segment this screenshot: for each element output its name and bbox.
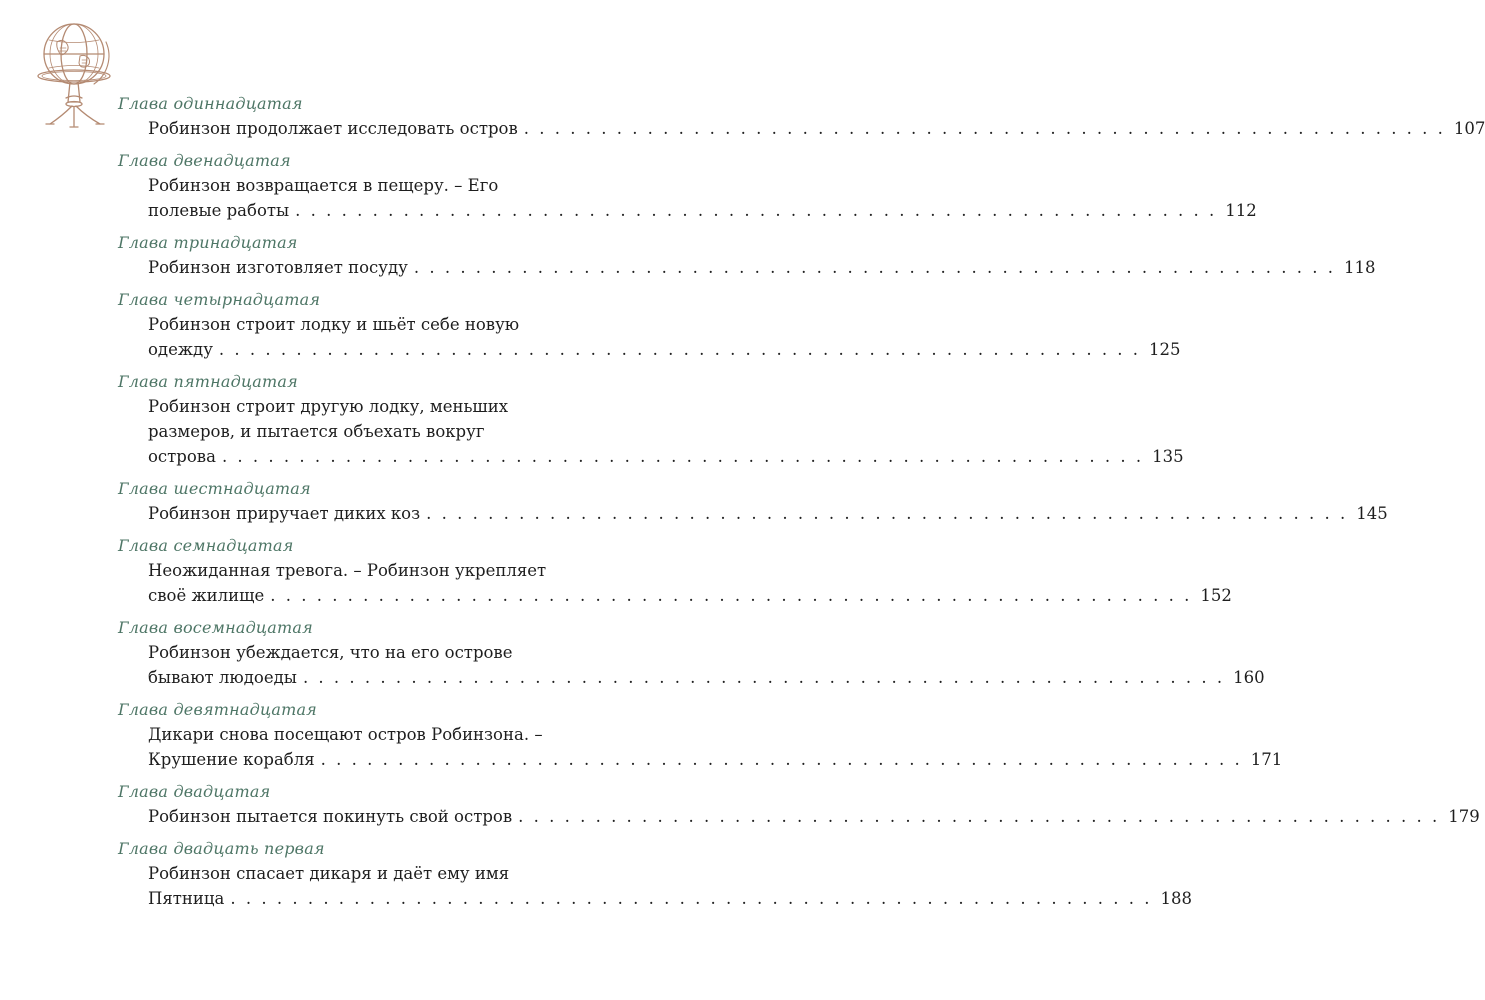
chapter-title: Глава четырнадцатая bbox=[118, 290, 321, 309]
toc-chapter bbox=[0, 477, 1388, 526]
page-number: 179 bbox=[1448, 807, 1480, 826]
table-of-contents bbox=[0, 92, 1485, 919]
toc-entry[interactable] bbox=[148, 558, 1232, 608]
page-number: 118 bbox=[1343, 258, 1376, 277]
chapter-title: Глава шестнадцатая bbox=[118, 479, 311, 498]
chapter-title: Глава девятнадцатая bbox=[118, 700, 317, 719]
entry-text: Робинзон изготовляет посуду bbox=[148, 258, 408, 277]
toc-entry[interactable] bbox=[148, 255, 1376, 280]
entry-text-line: Дикари снова посещают остров Робинзона. – bbox=[148, 725, 543, 744]
entry-last-line bbox=[148, 444, 1184, 469]
toc-chapter bbox=[0, 698, 1283, 772]
toc-entry[interactable] bbox=[148, 173, 1257, 223]
page-number: 160 bbox=[1233, 668, 1265, 687]
page-number: 107 bbox=[1453, 119, 1485, 138]
toc-entry[interactable] bbox=[148, 116, 1485, 141]
entry-last-line bbox=[148, 337, 1181, 362]
entry-text: Робинзон пытается покинуть свой остров bbox=[148, 807, 513, 826]
dot-leader: . . . . . . . . . . . . . . . . . . . . . . . . . . . . . . . . . . . . . . . . . . . . . . . . . . . . . . . . . . . . bbox=[218, 340, 1141, 359]
dot-leader: . . . . . . . . . . . . . . . . . . . . . . . . . . . . . . . . . . . . . . . . . . . . . . . . . . . . . . . . . . . . bbox=[230, 889, 1153, 908]
entry-text-line: Робинзон строит лодку и шьёт себе новую bbox=[148, 315, 520, 334]
toc-chapter bbox=[0, 534, 1232, 608]
toc-chapter bbox=[0, 780, 1480, 829]
dot-leader: . . . . . . . . . . . . . . . . . . . . . . . . . . . . . . . . . . . . . . . . . . . . . . . . . . . . . . . . . . . . bbox=[523, 119, 1446, 138]
page-number: 188 bbox=[1160, 889, 1193, 908]
toc-entry[interactable] bbox=[148, 722, 1283, 772]
dot-leader: . . . . . . . . . . . . . . . . . . . . . . . . . . . . . . . . . . . . . . . . . . . . . . . . . . . . . . . . . . . . bbox=[518, 807, 1440, 826]
entry-last-line bbox=[148, 886, 1193, 911]
toc-chapter bbox=[0, 288, 1181, 362]
entry-last-line bbox=[148, 804, 1480, 829]
page-number: 112 bbox=[1225, 201, 1257, 220]
entry-text: Крушение корабля bbox=[148, 750, 315, 769]
entry-text-line: размеров, и пытается объехать вокруг bbox=[148, 422, 485, 441]
dot-leader: . . . . . . . . . . . . . . . . . . . . . . . . . . . . . . . . . . . . . . . . . . . . . . . . . . . . . . . . . . . . bbox=[221, 447, 1144, 466]
page-number: 152 bbox=[1200, 586, 1232, 605]
page-number: 145 bbox=[1356, 504, 1388, 523]
entry-text: одежду bbox=[148, 340, 213, 359]
entry-text: бывают людоеды bbox=[148, 668, 297, 687]
entry-text-line: Неожиданная тревога. – Робинзон укрепляет bbox=[148, 561, 547, 580]
entry-text: острова bbox=[148, 447, 216, 466]
toc-entry[interactable] bbox=[148, 394, 1184, 469]
dot-leader: . . . . . . . . . . . . . . . . . . . . . . . . . . . . . . . . . . . . . . . . . . . . . . . . . . . . . . . . . . . . bbox=[302, 668, 1225, 687]
entry-last-line bbox=[148, 116, 1485, 141]
chapter-title: Глава двенадцатая bbox=[118, 151, 291, 170]
entry-text-line: Робинзон строит другую лодку, меньших bbox=[148, 397, 509, 416]
chapter-title: Глава одиннадцатая bbox=[118, 94, 303, 113]
entry-last-line bbox=[148, 583, 1232, 608]
page-number: 171 bbox=[1250, 750, 1283, 769]
entry-last-line bbox=[148, 747, 1283, 772]
toc-entry[interactable] bbox=[148, 640, 1265, 690]
entry-last-line bbox=[148, 665, 1265, 690]
chapter-title: Глава двадцать первая bbox=[118, 839, 325, 858]
toc-chapter bbox=[0, 92, 1485, 141]
toc-chapter bbox=[0, 837, 1193, 911]
chapter-title: Глава тринадцатая bbox=[118, 233, 298, 252]
toc-chapter bbox=[0, 231, 1376, 280]
entry-text: Робинзон приручает диких коз bbox=[148, 504, 421, 523]
toc-entry[interactable] bbox=[148, 861, 1193, 911]
entry-text-line: Робинзон спасает дикаря и даёт ему имя bbox=[148, 864, 510, 883]
toc-entry[interactable] bbox=[148, 312, 1181, 362]
entry-text-line: Робинзон убеждается, что на его острове bbox=[148, 643, 513, 662]
chapter-title: Глава двадцатая bbox=[118, 782, 271, 801]
toc-entry[interactable] bbox=[148, 501, 1388, 526]
dot-leader: . . . . . . . . . . . . . . . . . . . . . . . . . . . . . . . . . . . . . . . . . . . . . . . . . . . . . . . . . . . . bbox=[270, 586, 1192, 605]
entry-text: Пятница bbox=[148, 889, 225, 908]
chapter-title: Глава пятнадцатая bbox=[118, 372, 298, 391]
dot-leader: . . . . . . . . . . . . . . . . . . . . . . . . . . . . . . . . . . . . . . . . . . . . . . . . . . . . . . . . . . . . bbox=[413, 258, 1336, 277]
dot-leader: . . . . . . . . . . . . . . . . . . . . . . . . . . . . . . . . . . . . . . . . . . . . . . . . . . . . . . . . . . . . bbox=[426, 504, 1348, 523]
page-number: 135 bbox=[1152, 447, 1184, 466]
dot-leader: . . . . . . . . . . . . . . . . . . . . . . . . . . . . . . . . . . . . . . . . . . . . . . . . . . . . . . . . . . . . bbox=[320, 750, 1243, 769]
chapter-title: Глава восемнадцатая bbox=[118, 618, 313, 637]
toc-chapter bbox=[0, 616, 1265, 690]
toc-chapter bbox=[0, 149, 1257, 223]
toc-chapter bbox=[0, 370, 1184, 469]
page-number: 125 bbox=[1149, 340, 1181, 359]
entry-last-line bbox=[148, 501, 1388, 526]
toc-entry[interactable] bbox=[148, 804, 1480, 829]
entry-text: полевые работы bbox=[148, 201, 290, 220]
entry-text: Робинзон продолжает исследовать остров bbox=[148, 119, 518, 138]
chapter-title: Глава семнадцатая bbox=[118, 536, 294, 555]
dot-leader: . . . . . . . . . . . . . . . . . . . . . . . . . . . . . . . . . . . . . . . . . . . . . . . . . . . . . . . . . . . . bbox=[295, 201, 1217, 220]
entry-last-line bbox=[148, 198, 1257, 223]
entry-text-line: Робинзон возвращается в пещеру. – Его bbox=[148, 176, 499, 195]
entry-text: своё жилище bbox=[148, 586, 265, 605]
entry-last-line bbox=[148, 255, 1376, 280]
